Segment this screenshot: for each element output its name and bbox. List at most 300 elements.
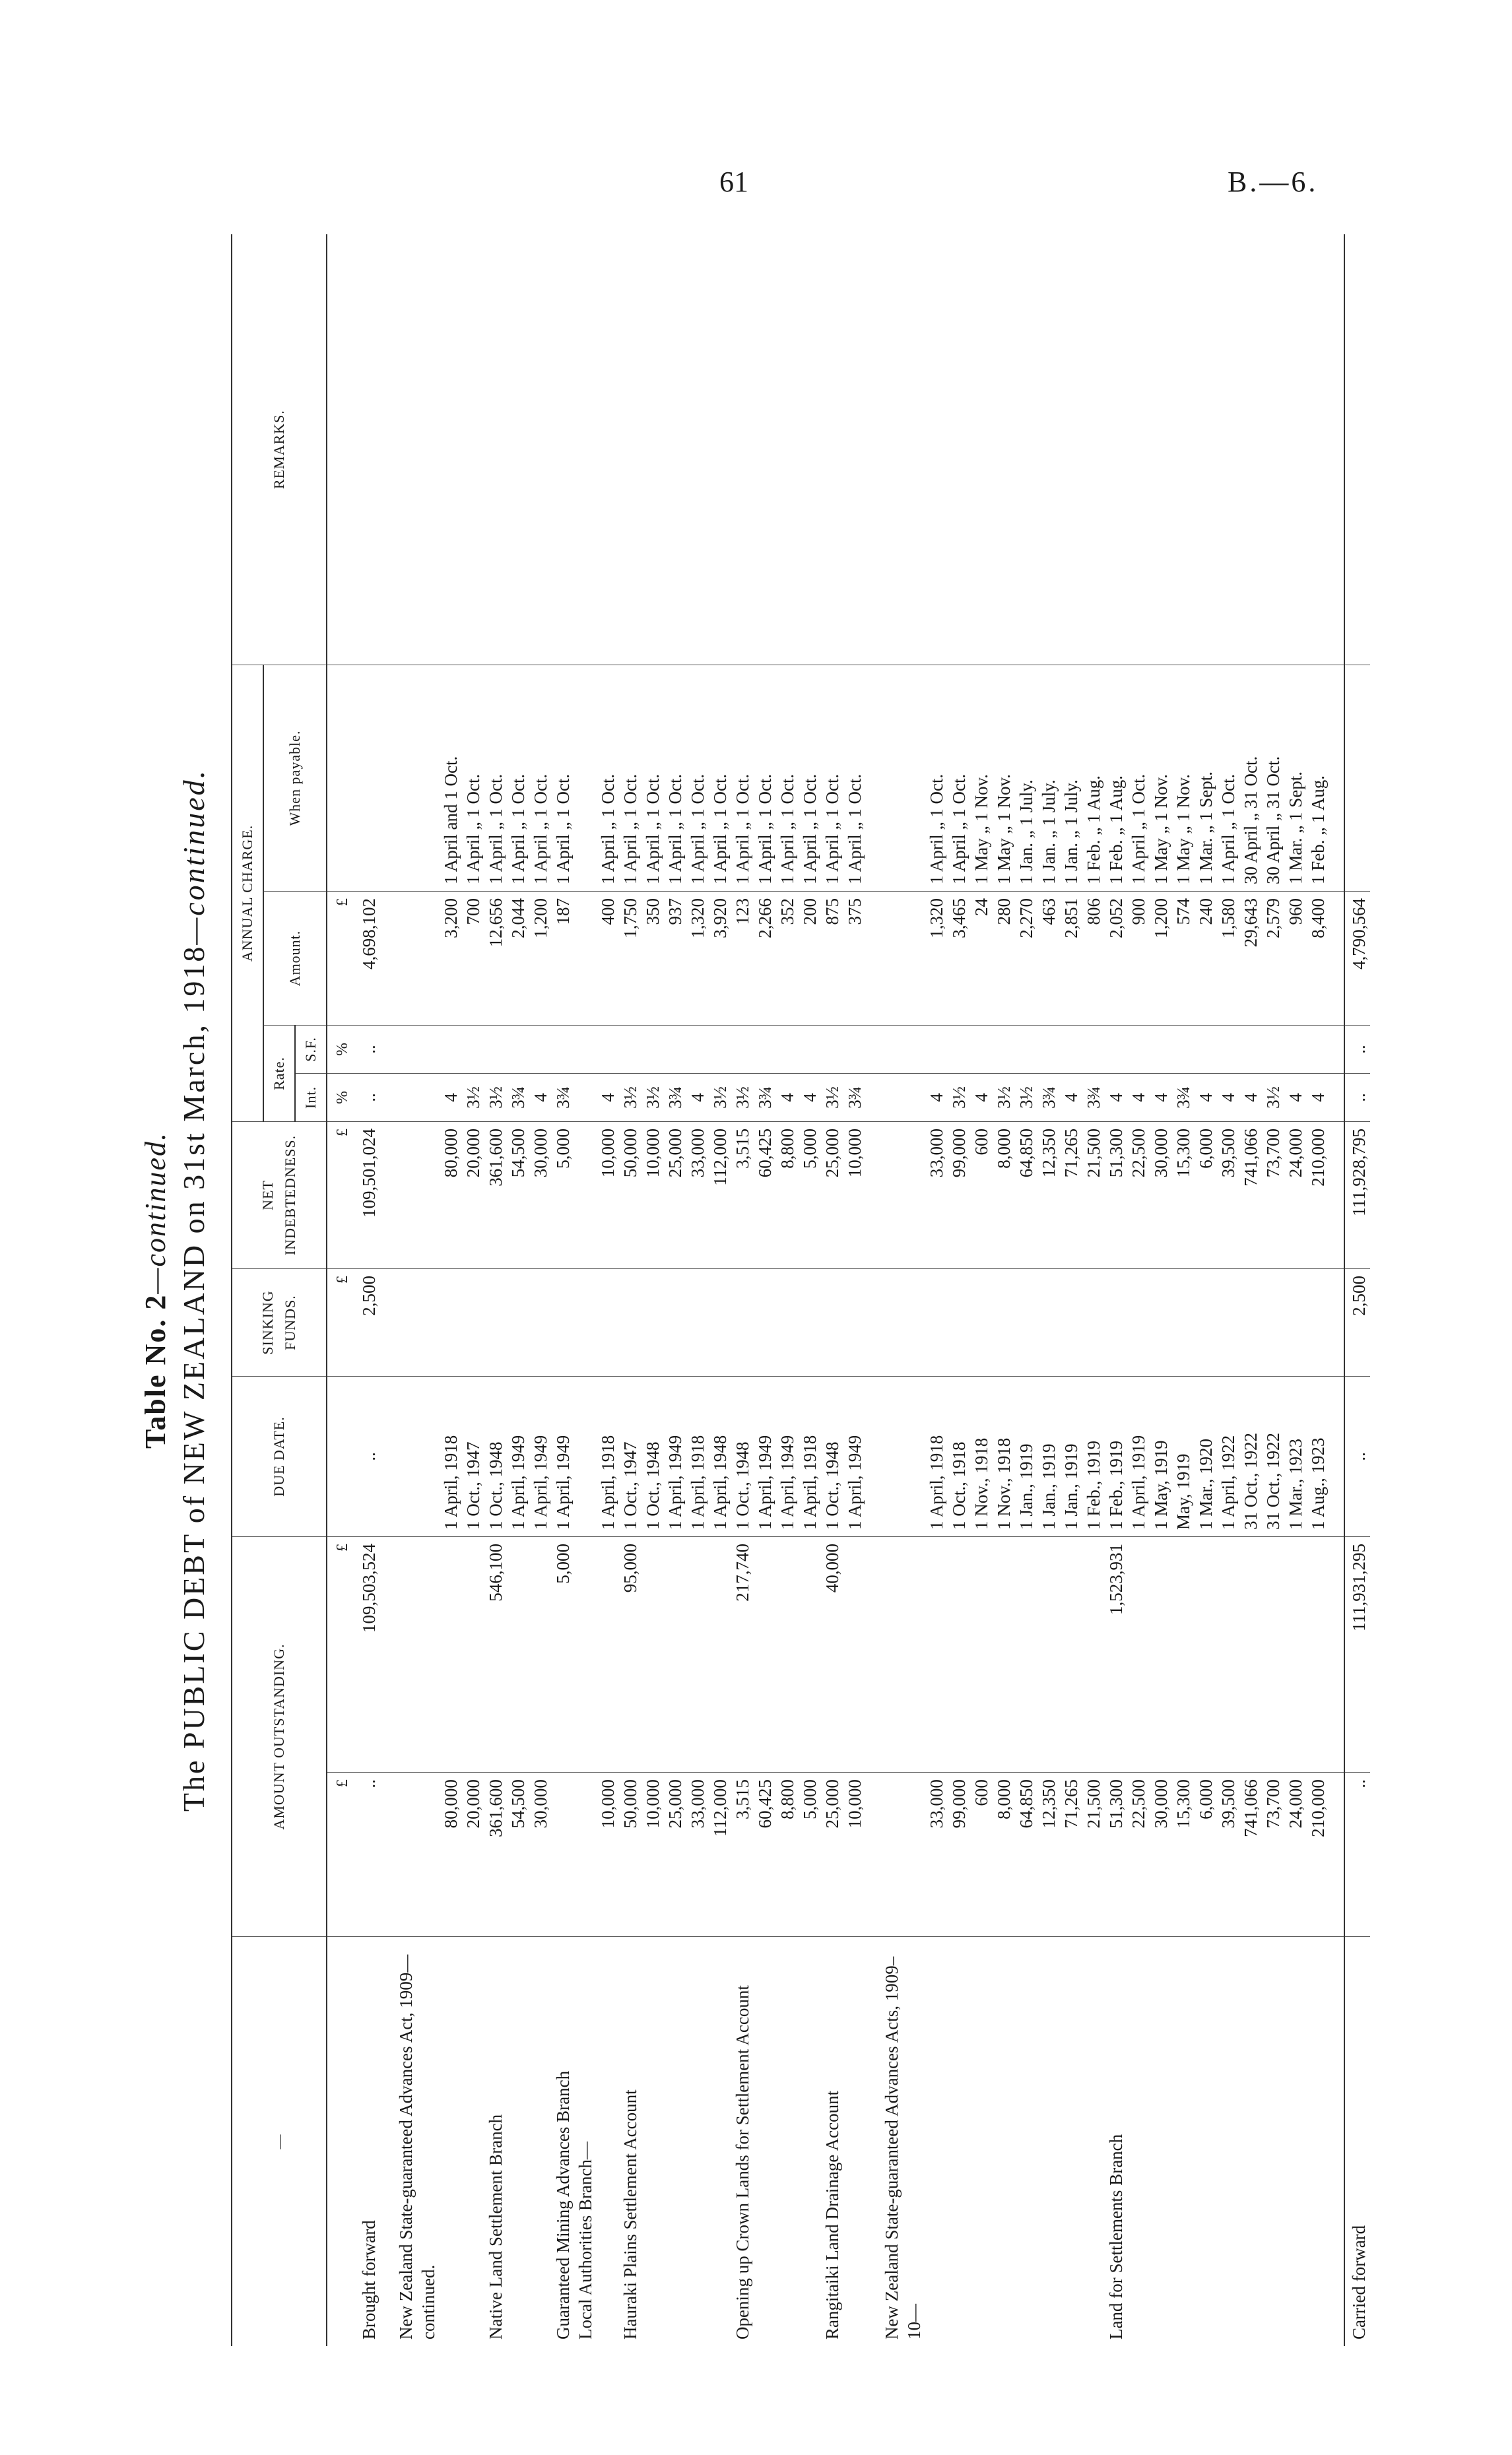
- sinking-cell: [821, 1269, 843, 1377]
- annual-amount-cell: 937: [664, 892, 686, 1026]
- sinking-cell: [754, 1269, 776, 1377]
- unit-percent: %: [327, 1026, 358, 1074]
- group-heading-row: [880, 234, 925, 2346]
- remarks-cell: [1307, 234, 1329, 665]
- table-row: [641, 234, 664, 2346]
- header-annual-charge: ANNUAL CHARGE.: [232, 665, 263, 1122]
- total-cell: [462, 1537, 484, 1773]
- when-payable-cell: 1 May „ 1 Nov.: [1150, 665, 1172, 892]
- spacer-cell: [866, 1074, 880, 1122]
- sinking-cell: [1195, 1269, 1217, 1377]
- sinking-cell: [843, 1269, 866, 1377]
- when-payable-cell: 1 April and 1 Oct.: [440, 665, 462, 892]
- empty-cell: [574, 1269, 597, 1377]
- amount-cell: 71,265: [1060, 1773, 1082, 1937]
- sinking-cell: [731, 1269, 754, 1377]
- when-payable-cell: 1 Jan. „ 1 July.: [1015, 665, 1037, 892]
- int-rate-cell: 3½: [619, 1074, 641, 1122]
- total-cell: [1060, 1537, 1082, 1773]
- subgroup-label: Guaranteed Mining Advances Branch: [552, 1937, 574, 2347]
- empty-cell: [395, 1269, 440, 1377]
- int-rate-cell: 3¾: [1037, 1074, 1060, 1122]
- subgroup-heading-row: [574, 234, 597, 2346]
- sf-rate-cell: [1307, 1026, 1329, 1074]
- total-cell: [1150, 1537, 1172, 1773]
- table-row: [552, 234, 574, 2346]
- desc-cell: [709, 1937, 731, 2347]
- brought-forward-due: ..: [358, 1377, 380, 1537]
- remarks-cell: [993, 234, 1015, 665]
- desc-cell: [1150, 1937, 1172, 2347]
- net-cell: 54,500: [507, 1122, 529, 1269]
- table-title: [139, 234, 172, 2346]
- remarks-cell: [843, 234, 866, 665]
- table-row: [1307, 234, 1329, 2346]
- due-date-cell: 1 Aug., 1923: [1307, 1377, 1329, 1537]
- when-payable-cell: 30 April „ 31 Oct.: [1262, 665, 1284, 892]
- empty-cell: [395, 1377, 440, 1537]
- sf-rate-cell: [507, 1026, 529, 1074]
- sf-rate-cell: [440, 1026, 462, 1074]
- carried-forward-int: ..: [1344, 1074, 1370, 1122]
- annual-amount-cell: 400: [597, 892, 619, 1026]
- when-payable-cell: 1 Jan. „ 1 July.: [1060, 665, 1082, 892]
- amount-cell: 33,000: [925, 1773, 948, 1937]
- amount-cell: 25,000: [821, 1773, 843, 1937]
- table-subtitle: [176, 234, 211, 2346]
- sf-rate-cell: [821, 1026, 843, 1074]
- spacer-row: [1329, 234, 1344, 2346]
- table-row: [1037, 234, 1060, 2346]
- total-cell: [1307, 1537, 1329, 1773]
- unit-pound: £: [327, 1773, 358, 1937]
- table-number: Table No. 2: [139, 1293, 172, 1449]
- due-date-cell: 1 April, 1918: [799, 1377, 821, 1537]
- empty-cell: [880, 892, 925, 1026]
- desc-cell: [993, 1937, 1015, 2347]
- due-date-cell: 1 April, 1949: [507, 1377, 529, 1537]
- remarks-cell: [619, 234, 641, 665]
- sinking-cell: [1150, 1269, 1172, 1377]
- desc-cell: [1262, 1937, 1284, 2347]
- sf-rate-cell: [1239, 1026, 1262, 1074]
- sf-rate-cell: [1172, 1026, 1195, 1074]
- due-date-cell: 1 Oct., 1948: [484, 1377, 507, 1537]
- spacer-cell: [866, 1773, 880, 1937]
- int-rate-cell: 3½: [1015, 1074, 1037, 1122]
- net-cell: 361,600: [484, 1122, 507, 1269]
- carried-forward-due: ..: [1344, 1377, 1370, 1537]
- due-date-cell: 1 May, 1919: [1150, 1377, 1172, 1537]
- due-date-cell: 1 Feb., 1919: [1082, 1377, 1105, 1537]
- when-payable-cell: 1 April „ 1 Oct.: [507, 665, 529, 892]
- when-payable-cell: 1 April „ 1 Oct.: [799, 665, 821, 892]
- amount-cell: 10,000: [641, 1773, 664, 1937]
- int-rate-cell: 4: [1239, 1074, 1262, 1122]
- amount-cell: 30,000: [1150, 1773, 1172, 1937]
- net-cell: 10,000: [843, 1122, 866, 1269]
- desc-cell: [507, 1937, 529, 2347]
- annual-amount-cell: 1,750: [619, 892, 641, 1026]
- carried-forward-amount-blank: ..: [1344, 1773, 1370, 1937]
- empty-cell: [574, 1026, 597, 1074]
- net-cell: 112,000: [709, 1122, 731, 1269]
- total-cell: [1239, 1537, 1262, 1773]
- desc-cell: [641, 1937, 664, 2347]
- empty-cell: [395, 1074, 440, 1122]
- desc-cell: [799, 1937, 821, 2347]
- int-rate-cell: 4: [1217, 1074, 1239, 1122]
- total-cell: [754, 1537, 776, 1773]
- brought-forward-int: ..: [358, 1074, 380, 1122]
- subgroup-total: 5,000: [552, 1537, 574, 1773]
- due-date-cell: May, 1919: [1172, 1377, 1195, 1537]
- due-date-cell: 1 April, 1922: [1217, 1377, 1239, 1537]
- annual-amount-cell: 350: [641, 892, 664, 1026]
- desc-cell: [1239, 1937, 1262, 2347]
- remarks-cell: [776, 234, 799, 665]
- net-cell: 210,000: [1307, 1122, 1329, 1269]
- sinking-cell: [1105, 1269, 1127, 1377]
- sf-rate-cell: [1262, 1026, 1284, 1074]
- remarks-cell: [664, 234, 686, 665]
- table-row: [1060, 234, 1082, 2346]
- table-row: [1015, 234, 1037, 2346]
- desc-cell: [1082, 1937, 1105, 2347]
- desc-cell: [529, 1937, 552, 2347]
- remarks-cell: [970, 234, 993, 665]
- desc-cell: [1172, 1937, 1195, 2347]
- sf-rate-cell: [462, 1026, 484, 1074]
- when-payable-cell: 1 May „ 1 Nov.: [1172, 665, 1195, 892]
- net-cell: 600: [970, 1122, 993, 1269]
- table-row: [484, 234, 507, 2346]
- sinking-cell: [597, 1269, 619, 1377]
- empty-cell: [880, 1122, 925, 1269]
- amount-cell: 12,350: [1037, 1773, 1060, 1937]
- remarks-cell: [552, 234, 574, 665]
- when-payable-cell: 1 April „ 1 Oct.: [776, 665, 799, 892]
- int-rate-cell: 4: [1105, 1074, 1127, 1122]
- when-payable-cell: 30 April „ 31 Oct.: [1239, 665, 1262, 892]
- empty-cell: [395, 1537, 440, 1773]
- desc-cell: [843, 1937, 866, 2347]
- net-cell: 22,500: [1127, 1122, 1150, 1269]
- remarks-cell: [462, 234, 484, 665]
- spacer-row: [380, 234, 395, 2346]
- when-payable-cell: 1 April „ 1 Oct.: [552, 665, 574, 892]
- annual-amount-cell: 2,044: [507, 892, 529, 1026]
- subgroup-label: Native Land Settlement Branch: [484, 1937, 507, 2347]
- amount-cell: 600: [970, 1773, 993, 1937]
- sf-rate-cell: [799, 1026, 821, 1074]
- desc-cell: [1307, 1937, 1329, 2347]
- remarks-cell: [507, 234, 529, 665]
- subgroup-label: Land for Settlements Branch: [1105, 1937, 1127, 2347]
- due-date-cell: 1 Oct., 1918: [948, 1377, 970, 1537]
- due-date-cell: 1 April, 1949: [776, 1377, 799, 1537]
- spacer-cell: [866, 665, 880, 892]
- net-cell: 5,000: [552, 1122, 574, 1269]
- annual-amount-cell: 574: [1172, 892, 1195, 1026]
- sinking-cell: [686, 1269, 709, 1377]
- net-cell: 50,000: [619, 1122, 641, 1269]
- spacer-cell: [380, 1773, 395, 1937]
- int-rate-cell: 4: [925, 1074, 948, 1122]
- desc-cell: [440, 1937, 462, 2347]
- due-date-cell: 1 Oct., 1948: [731, 1377, 754, 1537]
- sinking-cell: [1262, 1269, 1284, 1377]
- sinking-cell: [641, 1269, 664, 1377]
- spacer-cell: [866, 1269, 880, 1377]
- sf-rate-cell: [1150, 1026, 1172, 1074]
- subtitle-continued: —continued.: [177, 768, 211, 945]
- amount-cell: 50,000: [619, 1773, 641, 1937]
- desc-cell: [776, 1937, 799, 2347]
- spacer-cell: [1329, 1026, 1344, 1074]
- spacer-cell: [380, 1074, 395, 1122]
- table-row: [843, 234, 866, 2346]
- due-date-cell: 1 April, 1918: [925, 1377, 948, 1537]
- table-row: [1239, 234, 1262, 2346]
- sf-rate-cell: [1060, 1026, 1082, 1074]
- total-cell: [1262, 1537, 1284, 1773]
- annual-amount-cell: 3,465: [948, 892, 970, 1026]
- spacer-cell: [380, 1937, 395, 2347]
- empty-cell: [880, 665, 925, 892]
- annual-amount-cell: 900: [1127, 892, 1150, 1026]
- annual-amount-cell: 24: [970, 892, 993, 1026]
- table-row: [664, 234, 686, 2346]
- sinking-cell: [993, 1269, 1015, 1377]
- due-date-cell: 1 April, 1918: [440, 1377, 462, 1537]
- net-cell: 10,000: [597, 1122, 619, 1269]
- empty-cell: [574, 1377, 597, 1537]
- page-number: 61: [719, 166, 748, 198]
- amount-cell: 10,000: [843, 1773, 866, 1937]
- sf-rate-cell: [754, 1026, 776, 1074]
- int-rate-cell: 3¾: [552, 1074, 574, 1122]
- due-date-cell: 1 Mar., 1920: [1195, 1377, 1217, 1537]
- spacer-cell: [1329, 1269, 1344, 1377]
- sinking-cell: [1082, 1269, 1105, 1377]
- due-date-cell: 1 April, 1949: [529, 1377, 552, 1537]
- group-label: New Zealand State-guaranteed Advances Act, 1909—continued.: [395, 1937, 440, 2347]
- net-cell: 24,000: [1284, 1122, 1307, 1269]
- sinking-cell: [529, 1269, 552, 1377]
- int-rate-cell: 3¾: [664, 1074, 686, 1122]
- net-cell: 12,350: [1037, 1122, 1060, 1269]
- brought-forward-row: [358, 234, 380, 2346]
- brought-forward-amount-total: 109,503,524: [358, 1537, 380, 1773]
- sf-rate-cell: [529, 1026, 552, 1074]
- int-rate-cell: 3½: [821, 1074, 843, 1122]
- table-row: [1217, 234, 1239, 2346]
- desc-cell: [1284, 1937, 1307, 2347]
- remarks-cell: [948, 234, 970, 665]
- when-payable-cell: 1 April „ 1 Oct.: [664, 665, 686, 892]
- when-payable-cell: 1 Jan. „ 1 July.: [1037, 665, 1060, 892]
- annual-amount-cell: 2,266: [754, 892, 776, 1026]
- brought-forward-label: Brought forward: [358, 1937, 380, 2347]
- brought-forward-sf: ..: [358, 1026, 380, 1074]
- total-cell: [440, 1537, 462, 1773]
- net-cell: 25,000: [664, 1122, 686, 1269]
- empty-cell: [880, 1074, 925, 1122]
- annual-amount-cell: 1,320: [686, 892, 709, 1026]
- remarks-cell: [1195, 234, 1217, 665]
- when-payable-cell: 1 April „ 1 Oct.: [462, 665, 484, 892]
- spacer-cell: [380, 1122, 395, 1269]
- int-rate-cell: 4: [970, 1074, 993, 1122]
- total-cell: [1284, 1537, 1307, 1773]
- table-row: [948, 234, 970, 2346]
- net-cell: 20,000: [462, 1122, 484, 1269]
- sinking-cell: [776, 1269, 799, 1377]
- due-date-cell: 31 Oct., 1922: [1262, 1377, 1284, 1537]
- desc-cell: [1127, 1937, 1150, 2347]
- net-cell: 73,700: [1262, 1122, 1284, 1269]
- when-payable-cell: 1 April „ 1 Oct.: [597, 665, 619, 892]
- total-cell: [1037, 1537, 1060, 1773]
- remarks-cell: [1150, 234, 1172, 665]
- annual-amount-cell: 29,643: [1239, 892, 1262, 1026]
- amount-cell: 210,000: [1307, 1773, 1329, 1937]
- total-cell: [843, 1537, 866, 1773]
- due-date-cell: 1 Jan., 1919: [1060, 1377, 1082, 1537]
- int-rate-cell: 4: [1150, 1074, 1172, 1122]
- rotated-table-region: [139, 234, 1369, 2346]
- net-cell: 741,066: [1239, 1122, 1262, 1269]
- int-rate-cell: 3½: [709, 1074, 731, 1122]
- amount-cell: 10,000: [597, 1773, 619, 1937]
- annual-amount-cell: 2,052: [1105, 892, 1127, 1026]
- desc-cell: [925, 1937, 948, 2347]
- sf-rate-cell: [731, 1026, 754, 1074]
- subgroup-label: Local Authorities Branch—: [574, 1937, 597, 2347]
- when-payable-cell: 1 April „ 1 Oct.: [686, 665, 709, 892]
- carried-forward-label: Carried forward: [1344, 1937, 1370, 2347]
- sinking-cell: [1217, 1269, 1239, 1377]
- sinking-cell: [925, 1269, 948, 1377]
- total-cell: [597, 1537, 619, 1773]
- remarks-cell: [1105, 234, 1127, 665]
- when-payable-cell: 1 April „ 1 Oct.: [925, 665, 948, 892]
- spacer-cell: [380, 234, 395, 665]
- total-cell: [948, 1537, 970, 1773]
- table-row: [731, 234, 754, 2346]
- net-cell: 30,000: [1150, 1122, 1172, 1269]
- unit-pound: £: [327, 1269, 358, 1377]
- total-cell: [1082, 1537, 1105, 1773]
- net-cell: 21,500: [1082, 1122, 1105, 1269]
- desc-cell: [948, 1937, 970, 2347]
- spacer-cell: [866, 1122, 880, 1269]
- due-date-cell: 1 Oct., 1948: [641, 1377, 664, 1537]
- remarks-cell: [1037, 234, 1060, 665]
- net-cell: 5,000: [799, 1122, 821, 1269]
- annual-amount-cell: 875: [821, 892, 843, 1026]
- table-row: [529, 234, 552, 2346]
- total-cell: [799, 1537, 821, 1773]
- int-rate-cell: 3¾: [507, 1074, 529, 1122]
- amount-cell: 80,000: [440, 1773, 462, 1937]
- annual-amount-cell: 1,200: [529, 892, 552, 1026]
- title-block: [139, 234, 211, 2346]
- table-body: [327, 234, 1344, 2346]
- unit-pound: £: [327, 1537, 358, 1773]
- remarks-cell: [1284, 234, 1307, 665]
- spacer-cell: [1329, 1937, 1344, 2347]
- int-rate-cell: 4: [799, 1074, 821, 1122]
- amount-cell: 51,300: [1105, 1773, 1127, 1937]
- annual-amount-cell: 463: [1037, 892, 1060, 1026]
- remarks-cell: [597, 234, 619, 665]
- total-cell: [1195, 1537, 1217, 1773]
- due-date-cell: 1 April, 1949: [754, 1377, 776, 1537]
- int-rate-cell: 3¾: [1082, 1074, 1105, 1122]
- subgroup-label: Rangitaiki Land Drainage Account: [821, 1937, 843, 2347]
- sf-rate-cell: [1217, 1026, 1239, 1074]
- sf-rate-cell: [597, 1026, 619, 1074]
- remarks-cell: [799, 234, 821, 665]
- spacer-cell: [866, 1377, 880, 1537]
- sinking-cell: [1037, 1269, 1060, 1377]
- empty-cell: [395, 892, 440, 1026]
- due-date-cell: 1 April, 1948: [709, 1377, 731, 1537]
- empty-cell: [880, 234, 925, 665]
- sinking-cell: [1015, 1269, 1037, 1377]
- spacer-cell: [866, 1026, 880, 1074]
- sf-rate-cell: [843, 1026, 866, 1074]
- header-description: —: [232, 1937, 327, 2347]
- empty-cell: [574, 1074, 597, 1122]
- desc-cell: [1015, 1937, 1037, 2347]
- sf-rate-cell: [1127, 1026, 1150, 1074]
- sf-rate-cell: [993, 1026, 1015, 1074]
- when-payable-cell: 1 Mar. „ 1 Sept.: [1284, 665, 1307, 892]
- int-rate-cell: 4: [1284, 1074, 1307, 1122]
- net-cell: 39,500: [1217, 1122, 1239, 1269]
- sinking-cell: [709, 1269, 731, 1377]
- int-rate-cell: 4: [597, 1074, 619, 1122]
- brought-forward-amount-blank: ..: [358, 1773, 380, 1937]
- sinking-cell: [948, 1269, 970, 1377]
- empty-cell: [574, 1122, 597, 1269]
- due-date-cell: 31 Oct., 1922: [1239, 1377, 1262, 1537]
- remarks-cell: [1015, 234, 1037, 665]
- spacer-cell: [380, 1377, 395, 1537]
- annual-amount-cell: 200: [799, 892, 821, 1026]
- remarks-cell: [1262, 234, 1284, 665]
- annual-amount-cell: 3,200: [440, 892, 462, 1026]
- int-rate-cell: 3¾: [843, 1074, 866, 1122]
- annual-amount-cell: 187: [552, 892, 574, 1026]
- net-cell: 64,850: [1015, 1122, 1037, 1269]
- amount-cell: 21,500: [1082, 1773, 1105, 1937]
- spacer-cell: [866, 234, 880, 665]
- table-row: [597, 234, 619, 2346]
- int-rate-cell: 4: [529, 1074, 552, 1122]
- due-date-cell: 1 Nov., 1918: [970, 1377, 993, 1537]
- unit-percent: %: [327, 1074, 358, 1122]
- amount-cell: 6,000: [1195, 1773, 1217, 1937]
- total-cell: [507, 1537, 529, 1773]
- spacer-cell: [380, 1537, 395, 1773]
- due-date-cell: 1 Jan., 1919: [1015, 1377, 1037, 1537]
- total-cell: [776, 1537, 799, 1773]
- carried-forward-annual: 4,790,564: [1344, 892, 1370, 1026]
